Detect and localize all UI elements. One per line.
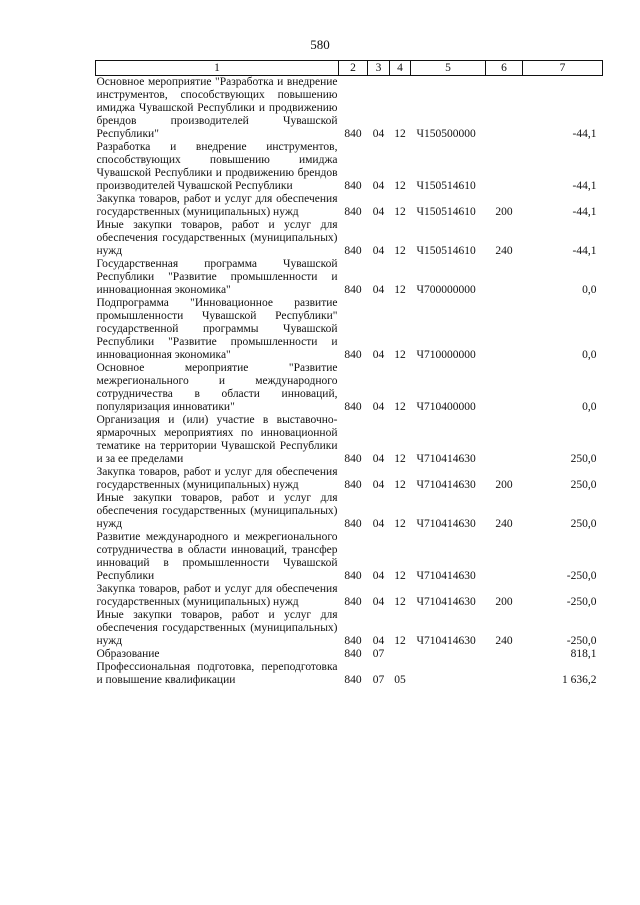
table-row xyxy=(96,141,603,193)
row-expense-type xyxy=(486,414,523,466)
row-section-code: 04 xyxy=(372,453,385,465)
table-row xyxy=(96,531,603,583)
row-ministry-code: 840 xyxy=(344,349,362,361)
row-name: Разработка и внедрение инструментов, способствующих повышению имиджа Чувашской Республики и продвижению брендов производителей Чувашской Республики xyxy=(96,141,338,192)
row-target-code: Ч710414630 xyxy=(416,570,476,582)
row-name: Подпрограмма "Инновационное развитие промышленности Чувашской Республики" государственной программы Чувашской Республики "Развитие промышленности и инновационная экономика" xyxy=(96,297,338,361)
row-target-code xyxy=(411,661,486,687)
row-name: Государственная программа Чувашской Республики "Развитие промышленности и инновационная экономика" xyxy=(96,258,338,296)
row-ministry-code: 840 xyxy=(344,674,362,686)
row-target-code: Ч710414630 xyxy=(416,453,476,465)
row-ministry-code: 840 xyxy=(344,284,362,296)
row-amount: 250,0 xyxy=(570,479,597,491)
row-expense-type xyxy=(486,141,523,193)
row-ministry-code: 840 xyxy=(344,401,362,413)
row-ministry-code: 840 xyxy=(344,206,362,218)
row-expense-type xyxy=(486,297,523,362)
row-expense-type xyxy=(486,76,523,142)
row-amount: -44,1 xyxy=(572,128,597,140)
row-ministry-code: 840 xyxy=(344,479,362,491)
row-name: Иные закупки товаров, работ и услуг для обеспечения государственных (муниципальных) нужд xyxy=(96,492,338,530)
row-expense-type xyxy=(486,648,523,661)
row-expense-type: 200 xyxy=(495,206,513,218)
column-header-ministry: 2 xyxy=(339,61,368,76)
row-expense-type xyxy=(486,531,523,583)
table-body xyxy=(96,76,603,688)
page-number: 580 xyxy=(310,37,330,52)
row-section-code: 04 xyxy=(372,518,385,530)
row-subsection-code: 12 xyxy=(394,635,406,647)
row-target-code: Ч150500000 xyxy=(416,128,476,140)
row-amount: 250,0 xyxy=(570,518,597,530)
row-amount: 0,0 xyxy=(582,284,597,296)
row-name: Профессиональная подготовка, переподготовка и повышение квалификации xyxy=(96,661,338,686)
table-row xyxy=(96,583,603,609)
row-subsection-code: 12 xyxy=(394,128,406,140)
table-row xyxy=(96,466,603,492)
row-name: Основное мероприятие "Развитие межрегионального и международного сотрудничества в области инноваций, популяризация инноватики" xyxy=(96,362,338,413)
row-amount: -250,0 xyxy=(566,596,597,608)
row-ministry-code: 840 xyxy=(344,648,362,660)
table-row xyxy=(96,297,603,362)
row-name: Организация и (или) участие в выставочно-ярмарочных мероприятиях по инновационной тематике на территории Чувашской Республики и за ее пределами xyxy=(96,414,338,465)
row-section-code: 04 xyxy=(372,180,385,192)
row-subsection-code: 12 xyxy=(394,596,406,608)
table-row xyxy=(96,648,603,661)
row-section-code: 04 xyxy=(372,570,385,582)
row-target-code: Ч150514610 xyxy=(416,180,476,192)
row-expense-type: 240 xyxy=(495,518,513,530)
row-section-code: 07 xyxy=(372,648,385,660)
row-subsection-code: 12 xyxy=(394,180,406,192)
row-ministry-code: 840 xyxy=(344,518,362,530)
row-name: Закупка товаров, работ и услуг для обеспечения государственных (муниципальных) нужд xyxy=(96,583,338,608)
row-target-code: Ч710400000 xyxy=(416,401,476,413)
row-target-code: Ч710414630 xyxy=(416,596,476,608)
row-name: Образование xyxy=(96,648,160,660)
row-section-code: 04 xyxy=(372,206,385,218)
row-name: Закупка товаров, работ и услуг для обеспечения государственных (муниципальных) нужд xyxy=(96,466,338,491)
row-amount: -44,1 xyxy=(572,245,597,257)
row-subsection-code: 12 xyxy=(394,349,406,361)
row-target-code: Ч150514610 xyxy=(416,245,476,257)
table-row xyxy=(96,492,603,531)
row-section-code: 07 xyxy=(372,674,385,686)
table-row xyxy=(96,362,603,414)
row-amount: 1 636,2 xyxy=(562,674,597,686)
row-target-code: Ч710414630 xyxy=(416,635,476,647)
row-target-code xyxy=(411,648,486,661)
row-name: Развитие международного и межрегионального сотрудничества в области инноваций, трансфер инноваций в промышленности Чувашской Республики xyxy=(96,531,338,582)
row-subsection-code: 12 xyxy=(394,284,406,296)
row-name: Основное мероприятие "Разработка и внедрение инструментов, способствующих повышению имиджа Чувашской Республики и продвижению брендов производителей Чувашской Республики" xyxy=(96,76,338,140)
column-header-subsection: 4 xyxy=(390,61,411,76)
column-header-row xyxy=(96,61,603,76)
row-target-code: Ч150514610 xyxy=(416,206,476,218)
row-expense-type xyxy=(486,661,523,687)
table-row xyxy=(96,414,603,466)
row-section-code: 04 xyxy=(372,401,385,413)
row-subsection-code: 12 xyxy=(394,401,406,413)
row-subsection-code: 12 xyxy=(394,479,406,491)
row-subsection-code: 12 xyxy=(394,245,406,257)
table-row xyxy=(96,76,603,142)
row-section-code: 04 xyxy=(372,128,385,140)
row-amount: 0,0 xyxy=(582,401,597,413)
row-amount: 250,0 xyxy=(570,453,597,465)
table-row xyxy=(96,609,603,648)
table-row xyxy=(96,193,603,219)
row-section-code: 04 xyxy=(372,245,385,257)
row-expense-type xyxy=(486,362,523,414)
row-expense-type: 240 xyxy=(495,245,513,257)
row-name: Закупка товаров, работ и услуг для обеспечения государственных (муниципальных) нужд xyxy=(96,193,338,218)
row-section-code: 04 xyxy=(372,635,385,647)
row-amount: -250,0 xyxy=(566,570,597,582)
row-amount: -250,0 xyxy=(566,635,597,647)
row-section-code: 04 xyxy=(372,479,385,491)
column-header-target-code: 5 xyxy=(411,61,486,76)
row-subsection-code: 12 xyxy=(394,453,406,465)
row-expense-type: 240 xyxy=(495,635,513,647)
table-row xyxy=(96,661,603,687)
row-name: Иные закупки товаров, работ и услуг для обеспечения государственных (муниципальных) нужд xyxy=(96,609,338,647)
column-header-section: 3 xyxy=(368,61,390,76)
row-amount: 818,1 xyxy=(570,648,597,660)
row-subsection-code: 12 xyxy=(394,518,406,530)
row-expense-type: 200 xyxy=(495,479,513,491)
column-header-expense-type: 6 xyxy=(486,61,523,76)
column-header-amount: 7 xyxy=(523,61,603,76)
row-ministry-code: 840 xyxy=(344,453,362,465)
row-amount: 0,0 xyxy=(582,349,597,361)
row-amount: -44,1 xyxy=(572,180,597,192)
budget-table xyxy=(95,60,603,687)
row-target-code: Ч710414630 xyxy=(416,518,476,530)
row-section-code: 04 xyxy=(372,284,385,296)
row-expense-type xyxy=(486,258,523,297)
row-expense-type: 200 xyxy=(495,596,513,608)
table-row xyxy=(96,258,603,297)
row-section-code: 04 xyxy=(372,596,385,608)
row-target-code: Ч710414630 xyxy=(416,479,476,491)
row-target-code: Ч700000000 xyxy=(416,284,476,296)
row-ministry-code: 840 xyxy=(344,245,362,257)
row-subsection-code: 05 xyxy=(394,674,406,686)
row-ministry-code: 840 xyxy=(344,570,362,582)
column-header-name: 1 xyxy=(96,61,339,76)
row-section-code: 04 xyxy=(372,349,385,361)
row-ministry-code: 840 xyxy=(344,180,362,192)
row-subsection-code xyxy=(390,648,411,661)
row-subsection-code: 12 xyxy=(394,206,406,218)
row-ministry-code: 840 xyxy=(344,128,362,140)
row-ministry-code: 840 xyxy=(344,596,362,608)
row-subsection-code: 12 xyxy=(394,570,406,582)
table-row xyxy=(96,219,603,258)
row-target-code: Ч710000000 xyxy=(416,349,476,361)
row-name: Иные закупки товаров, работ и услуг для обеспечения государственных (муниципальных) нужд xyxy=(96,219,338,257)
row-amount: -44,1 xyxy=(572,206,597,218)
row-ministry-code: 840 xyxy=(344,635,362,647)
